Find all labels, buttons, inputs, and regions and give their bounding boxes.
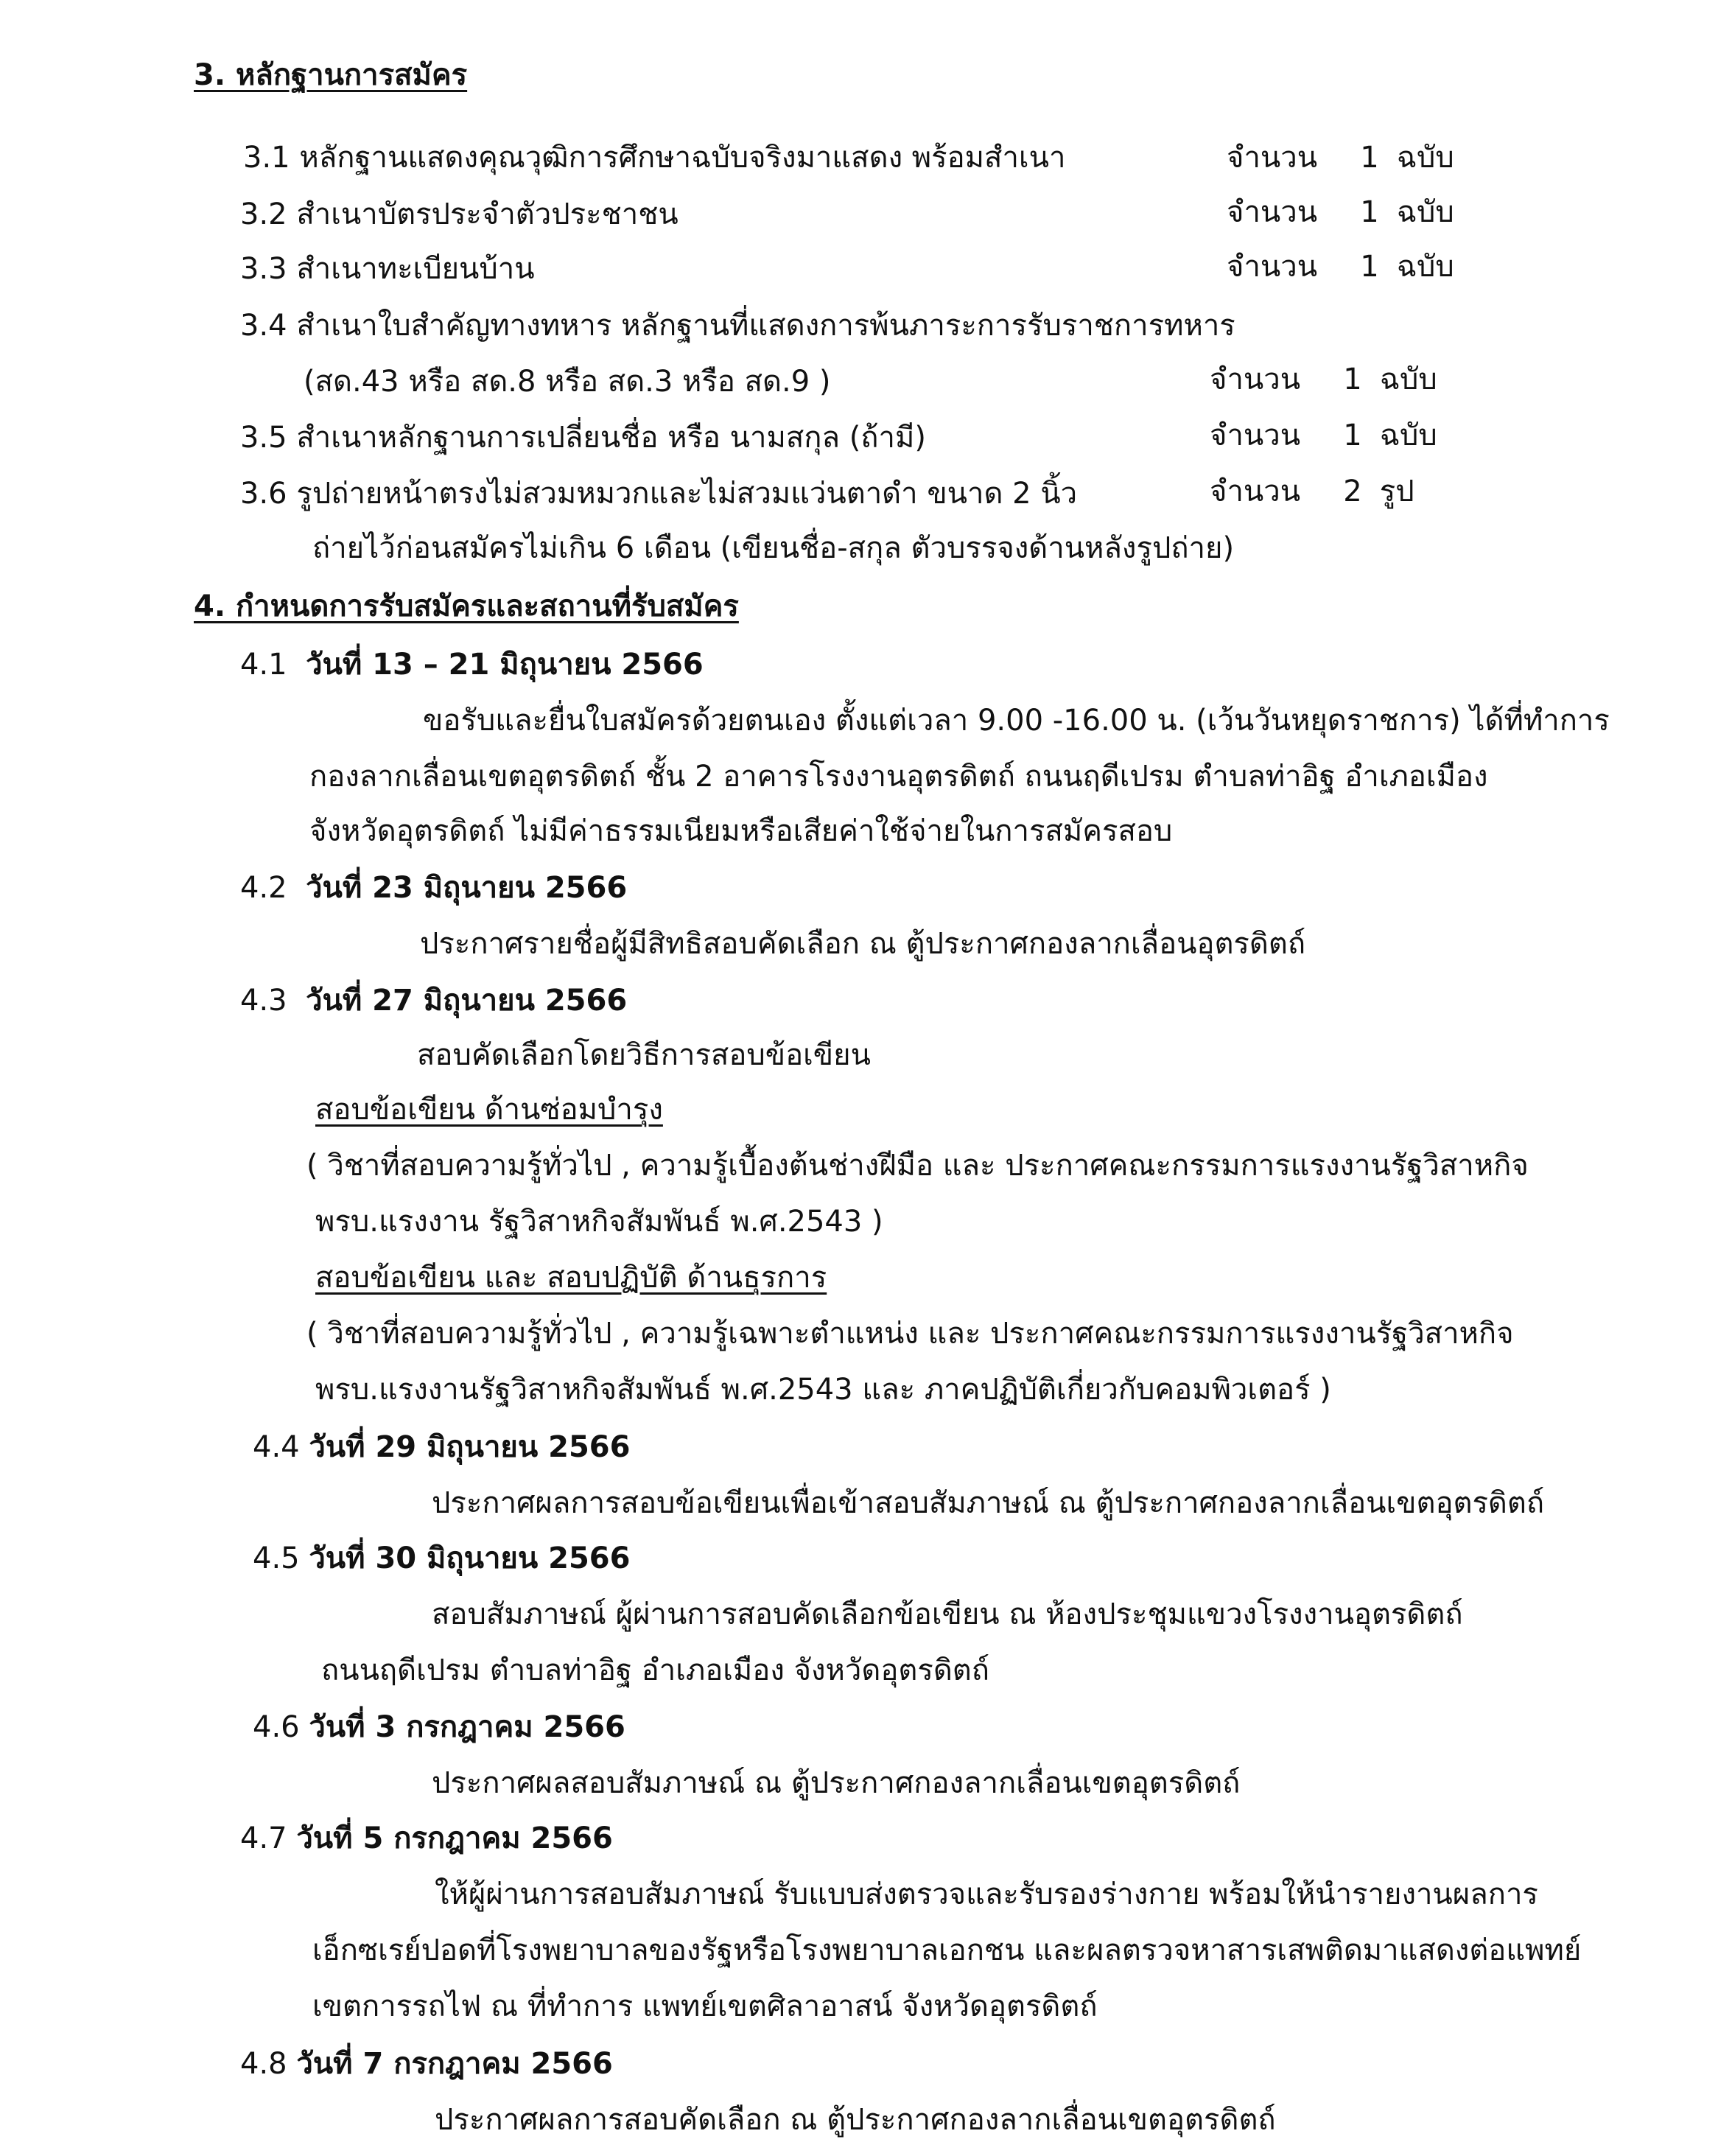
item-date: วันที่ 27 มิถุนายน 2566 [306, 984, 628, 1018]
item-3-2 [240, 194, 679, 235]
item-date: วันที่ 5 กรกฎาคม 2566 [296, 1821, 613, 1855]
item-number: 4.2 [240, 871, 287, 905]
item-text: สำเนาใบสำคัญทางทหาร หลักฐานที่แสดงการพ้นภาระการรับราชการทหาร [296, 309, 1235, 343]
item-4-7-line-3: เขตการรถไฟ ณ ที่ทำการ แพทย์เขตศิลาอาสน์ จังหวัดอุตรดิตถ์ [312, 1989, 1098, 2023]
item-3-4-quantity: จำนวน 1 ฉบับ [1210, 363, 1437, 396]
item-4-8 [240, 2043, 613, 2085]
item-4-1-line-3: จังหวัดอุตรดิตถ์ ไม่มีค่าธรรมเนียมหรือเสียค่าใช้จ่ายในการสมัครสอบ [309, 814, 1173, 848]
item-number: 4.1 [240, 648, 287, 682]
item-text: สำเนาหลักฐานการเปลี่ยนชื่อ หรือ นามสกุล (ถ้ามี) [296, 421, 926, 455]
item-number: 4.5 [253, 1541, 300, 1575]
item-3-2-quantity: จำนวน 1 ฉบับ [1227, 195, 1454, 229]
item-3-1-quantity: จำนวน 1 ฉบับ [1227, 141, 1454, 175]
item-3-4 [240, 305, 1235, 346]
item-number: 3.4 [240, 309, 287, 343]
item-date: วันที่ 7 กรกฎาคม 2566 [296, 2047, 613, 2081]
item-4-3 [240, 980, 627, 1021]
item-4-3-maintenance-subjects-1: ( วิชาที่สอบความรู้ทั่วไป , ความรู้เบื้องต้นช่างฝีมือ และ ประกาศคณะกรรมการแรงงานรัฐวิสาหกิจ [306, 1149, 1529, 1183]
item-date: วันที่ 30 มิถุนายน 2566 [309, 1541, 631, 1575]
item-4-6-line-1: ประกาศผลสอบสัมภาษณ์ ณ ตู้ประกาศกองลากเลื่อนเขตอุตรดิตถ์ [432, 1766, 1241, 1800]
item-text: สำเนาบัตรประจำตัวประชาชน [296, 197, 679, 231]
item-date: วันที่ 13 – 21 มิถุนายน 2566 [306, 648, 704, 682]
item-number: 4.7 [240, 1821, 287, 1855]
item-number: 4.6 [253, 1710, 300, 1744]
item-3-6-continuation: ถ่ายไว้ก่อนสมัครไม่เกิน 6 เดือน (เขียนชื่อ-สกุล ตัวบรรจงด้านหลังรูปถ่าย) [312, 531, 1235, 565]
item-4-1-line-1: ขอรับและยื่นใบสมัครด้วยตนเอง ตั้งแต่เวลา 9.00 -16.00 น. (เว้นวันหยุดราชการ) ได้ที่ทำการ [423, 704, 1610, 738]
item-4-4-line-1: ประกาศผลการสอบข้อเขียนเพื่อเข้าสอบสัมภาษณ์ ณ ตู้ประกาศกองลากเลื่อนเขตอุตรดิตถ์ [432, 1486, 1545, 1520]
item-date: วันที่ 3 กรกฎาคม 2566 [309, 1710, 625, 1744]
item-4-5-line-1: สอบสัมภาษณ์ ผู้ผ่านการสอบคัดเลือกข้อเขียน ณ ห้องประชุมแขวงโรงงานอุตรดิตถ์ [432, 1597, 1463, 1631]
item-4-1-line-2: กองลากเลื่อนเขตอุตรดิตถ์ ชั้น 2 อาคารโรงงานอุตรดิตถ์ ถนนฤดีเปรม ตำบลท่าอิฐ อำเภอเมือง [309, 760, 1488, 794]
item-number: 3.5 [240, 421, 287, 455]
item-4-2 [240, 867, 627, 909]
item-3-6-quantity: จำนวน 2 รูป [1210, 475, 1414, 508]
item-4-3-subheading-admin: สอบข้อเขียน และ สอบปฏิบัติ ด้านธุรการ [315, 1261, 827, 1295]
item-number: 4.4 [253, 1430, 300, 1464]
item-number: 3.3 [240, 252, 287, 286]
item-number: 4.3 [240, 984, 287, 1018]
item-4-5 [253, 1538, 630, 1579]
section-3-heading: 3. หลักฐานการสมัคร [194, 58, 468, 92]
item-date: วันที่ 23 มิถุนายน 2566 [306, 871, 628, 905]
section-4-heading: 4. กำหนดการรับสมัครและสถานที่รับสมัคร [194, 589, 739, 623]
item-4-1 [240, 644, 704, 685]
item-4-3-admin-subjects-1: ( วิชาที่สอบความรู้ทั่วไป , ความรู้เฉพาะตำแหน่ง และ ประกาศคณะกรรมการแรงงานรัฐวิสาหกิจ [306, 1317, 1514, 1351]
item-number: 3.2 [240, 197, 287, 231]
item-4-7-line-1: ให้ผู้ผ่านการสอบสัมภาษณ์ รับแบบส่งตรวจและรับรองร่างกาย พร้อมให้นำรายงานผลการ [435, 1877, 1538, 1911]
item-3-6 [240, 473, 1077, 514]
item-date: วันที่ 29 มิถุนายน 2566 [309, 1430, 631, 1464]
item-4-3-subheading-maintenance: สอบข้อเขียน ด้านซ่อมบำรุง [315, 1093, 663, 1127]
item-4-7 [240, 1818, 613, 1859]
item-number: 3.6 [240, 477, 287, 511]
item-4-2-line-1: ประกาศรายชื่อผู้มีสิทธิสอบคัดเลือก ณ ตู้ประกาศกองลากเลื่อนอุตรดิตถ์ [420, 927, 1306, 961]
item-number: 3.1 [243, 141, 290, 175]
item-4-7-line-2: เอ็กซเรย์ปอดที่โรงพยาบาลของรัฐหรือโรงพยาบาลเอกชน และผลตรวจหาสารเสพติดมาแสดงต่อแพทย์ [312, 1933, 1582, 1967]
item-4-3-admin-subjects-2: พรบ.แรงงานรัฐวิสาหกิจสัมพันธ์ พ.ศ.2543 และ ภาคปฏิบัติเกี่ยวกับคอมพิวเตอร์ ) [315, 1373, 1331, 1407]
item-3-1 [243, 137, 1065, 178]
item-3-3-quantity: จำนวน 1 ฉบับ [1227, 250, 1454, 284]
item-3-5 [240, 417, 926, 458]
item-number: 4.8 [240, 2047, 287, 2081]
item-4-6 [253, 1707, 625, 1748]
item-4-8-line-1: ประกาศผลการสอบคัดเลือก ณ ตู้ประกาศกองลากเลื่อนเขตอุตรดิตถ์ [435, 2103, 1276, 2137]
item-4-3-line-1: สอบคัดเลือกโดยวิธีการสอบข้อเขียน [417, 1038, 871, 1072]
item-4-3-maintenance-subjects-2: พรบ.แรงงาน รัฐวิสาหกิจสัมพันธ์ พ.ศ.2543 ) [315, 1205, 883, 1239]
item-4-5-line-2: ถนนฤดีเปรม ตำบลท่าอิฐ อำเภอเมือง จังหวัดอุตรดิตถ์ [321, 1653, 989, 1687]
item-3-4-continuation: (สด.43 หรือ สด.8 หรือ สด.3 หรือ สด.9 ) [304, 365, 831, 399]
item-3-5-quantity: จำนวน 1 ฉบับ [1210, 419, 1437, 452]
item-3-3 [240, 248, 535, 290]
item-text: รูปถ่ายหน้าตรงไม่สวมหมวกและไม่สวมแว่นตาดำ ขนาด 2 นิ้ว [296, 477, 1078, 511]
item-4-4 [253, 1427, 630, 1468]
item-text: สำเนาทะเบียนบ้าน [296, 252, 535, 286]
item-text: หลักฐานแสดงคุณวุฒิการศึกษาฉบับจริงมาแสดง พร้อมสำเนา [299, 141, 1066, 175]
